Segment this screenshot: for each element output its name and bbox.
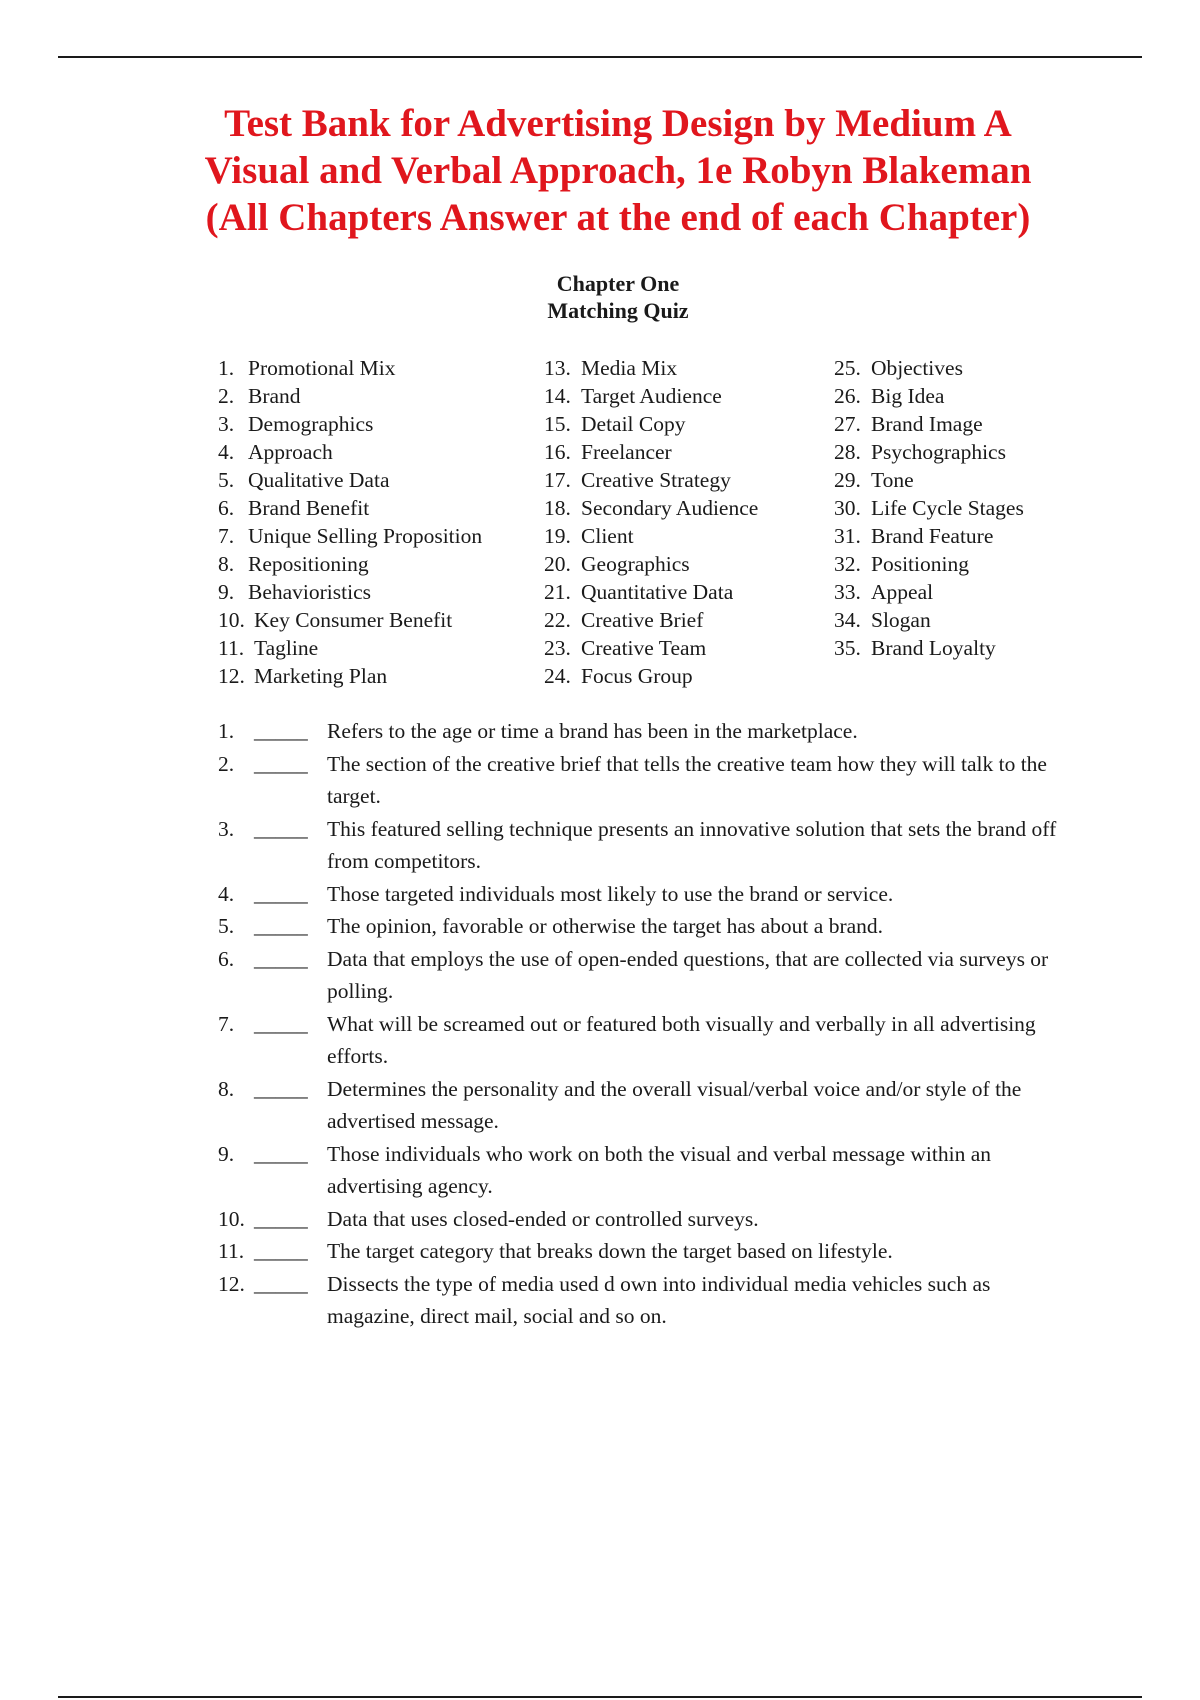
question-item [218,715,1068,748]
term-label: Behavioristics [248,580,372,604]
question-number: 12. [218,1271,245,1296]
term-number: 9. [218,580,235,604]
term-item [218,382,482,410]
term-label: Key Consumer Benefit [254,608,453,632]
question-item [218,1203,1068,1236]
term-item [218,522,482,550]
term-label: Marketing Plan [254,664,388,688]
quiz-subheading: Matching Quiz [547,298,689,323]
term-item [834,382,1024,410]
term-item [834,438,1024,466]
term-item [544,382,758,410]
question-text: What will be screamed out or featured both visually and verbally in all advertising efforts. [327,1011,1036,1068]
question-text: The target category that breaks down the target based on lifestyle. [327,1239,893,1263]
question-item [218,1235,1068,1268]
term-label: Repositioning [248,552,369,576]
term-item [544,410,758,438]
term-number: 22. [544,608,571,632]
term-number: 5. [218,468,235,492]
term-number: 17. [544,468,571,492]
document-title [120,100,1116,241]
term-label: Brand Feature [871,524,994,548]
term-item [544,550,758,578]
question-item [218,910,1068,943]
question-text: Those targeted individuals most likely to use the brand or service. [327,881,894,906]
term-number: 29. [834,468,861,492]
term-item [218,662,482,690]
term-label: Big Idea [871,384,945,408]
term-label: Brand Benefit [248,496,370,520]
term-item [544,522,758,550]
term-label: Promotional Mix [248,356,396,380]
term-label: Freelancer [581,440,672,464]
term-number: 3. [218,412,235,436]
top-divider [58,56,1142,58]
term-label: Detail Copy [581,412,686,436]
term-number: 1. [218,356,235,380]
term-item [544,634,758,662]
term-item [544,354,758,382]
term-label: Brand Loyalty [871,636,996,660]
question-text: The section of the creative brief that tells the creative team how they will talk to the target. [327,751,1047,808]
term-label: Slogan [871,608,931,632]
term-label: Positioning [871,552,969,576]
term-column-1 [218,354,482,690]
answer-blank: _____ [254,1076,308,1101]
question-text: Data that uses closed-ended or controlled surveys. [327,1206,759,1231]
term-label: Tagline [254,636,319,660]
term-item [218,606,482,634]
answer-blank: _____ [254,1206,308,1231]
term-item [834,634,1024,662]
question-text: Refers to the age or time a brand has been in the marketplace. [327,719,858,743]
term-item [834,606,1024,634]
term-number: 25. [834,356,861,380]
term-item [834,494,1024,522]
bottom-divider [58,1696,1142,1698]
chapter-heading: Chapter One [556,271,680,296]
title-line-3: (All Chapters Answer at the end of each Chapter) [205,196,1031,239]
question-item [218,943,1068,1008]
question-number: 8. [218,1076,235,1101]
question-number: 7. [218,1011,235,1036]
question-item [218,748,1068,813]
term-item [218,578,482,606]
title-line-2: Visual and Verbal Approach, 1e Robyn Blakeman [204,149,1032,192]
term-item [834,522,1024,550]
term-item [834,466,1024,494]
term-label: Life Cycle Stages [871,496,1024,520]
term-number: 28. [834,440,861,464]
term-item [218,410,482,438]
question-number: 2. [218,751,235,776]
question-text: The opinion, favorable or otherwise the target has about a brand. [327,914,884,938]
answer-blank: _____ [254,1239,308,1263]
term-number: 11. [218,636,245,660]
term-item [218,354,482,382]
term-number: 24. [544,664,571,688]
term-label: Qualitative Data [248,468,390,492]
term-item [218,438,482,466]
term-label: Target Audience [581,384,722,408]
term-label: Client [581,524,634,548]
term-number: 31. [834,524,861,548]
term-number: 27. [834,412,861,436]
term-item [218,634,482,662]
question-item [218,1268,1068,1333]
term-label: Unique Selling Proposition [248,524,483,548]
term-number: 26. [834,384,861,408]
term-number: 19. [544,524,571,548]
question-text: Determines the personality and the overall visual/verbal voice and/or style of the advertised message. [327,1076,1022,1133]
question-number: 11. [218,1239,245,1263]
answer-blank: _____ [254,751,308,776]
term-number: 16. [544,440,571,464]
question-text: Those individuals who work on both the visual and verbal message within an advertising agency. [327,1141,991,1198]
term-item [544,494,758,522]
term-item [544,578,758,606]
term-label: Approach [248,440,333,464]
term-label: Demographics [248,412,374,436]
term-item [834,354,1024,382]
answer-blank: _____ [254,1011,308,1036]
term-number: 30. [834,496,861,520]
term-item [218,550,482,578]
question-list [218,715,1068,1333]
question-item [218,813,1068,878]
term-label: Focus Group [581,664,693,688]
term-number: 13. [544,356,571,380]
term-label: Creative Strategy [581,468,731,492]
term-label: Objectives [871,356,963,380]
term-label: Appeal [871,580,934,604]
term-label: Brand Image [871,412,983,436]
answer-blank: _____ [254,914,308,938]
question-number: 10. [218,1206,245,1231]
term-label: Media Mix [581,356,678,380]
question-item [218,878,1068,911]
term-number: 33. [834,580,861,604]
question-number: 9. [218,1141,235,1166]
term-item [218,494,482,522]
term-number: 8. [218,552,235,576]
title-line-1: Test Bank for Advertising Design by Medium A [224,102,1012,145]
term-number: 21. [544,580,571,604]
term-label: Secondary Audience [581,496,759,520]
answer-blank: _____ [254,816,308,841]
term-number: 12. [218,664,245,688]
term-item [834,578,1024,606]
question-text: This featured selling technique presents an innovative solution that sets the brand off from competitors. [327,816,1057,873]
answer-blank: _____ [254,881,308,906]
term-label: Brand [248,384,301,408]
term-item [218,466,482,494]
term-column-3 [834,354,1024,662]
term-item [834,550,1024,578]
answer-blank: _____ [254,1271,308,1296]
question-number: 5. [218,914,235,938]
term-number: 6. [218,496,235,520]
term-item [544,662,758,690]
term-number: 23. [544,636,571,660]
term-column-2 [544,354,758,690]
term-number: 7. [218,524,235,548]
question-number: 6. [218,946,235,971]
question-item [218,1138,1068,1203]
term-number: 14. [544,384,571,408]
question-text: Dissects the type of media used d own into individual media vehicles such as magazine, direct mail, social and so on. [327,1271,991,1328]
term-number: 20. [544,552,571,576]
question-number: 4. [218,881,235,906]
term-number: 2. [218,384,235,408]
term-label: Tone [871,468,914,492]
term-number: 4. [218,440,235,464]
term-number: 18. [544,496,571,520]
term-item [834,410,1024,438]
term-label: Creative Team [581,636,707,660]
question-text: Data that employs the use of open-ended questions, that are collected via surveys or polling. [327,946,1049,1003]
question-item [218,1008,1068,1073]
term-label: Quantitative Data [581,580,734,604]
term-item [544,606,758,634]
question-number: 1. [218,719,235,743]
term-label: Creative Brief [581,608,704,632]
answer-blank: _____ [254,946,308,971]
answer-blank: _____ [254,719,308,743]
answer-blank: _____ [254,1141,308,1166]
term-number: 34. [834,608,861,632]
question-number: 3. [218,816,235,841]
term-label: Geographics [581,552,690,576]
chapter-heading-block [400,270,836,324]
term-number: 32. [834,552,861,576]
question-item [218,1073,1068,1138]
term-number: 10. [218,608,245,632]
term-item [544,438,758,466]
term-number: 35. [834,636,861,660]
term-item [544,466,758,494]
term-number: 15. [544,412,571,436]
term-label: Psychographics [871,440,1006,464]
